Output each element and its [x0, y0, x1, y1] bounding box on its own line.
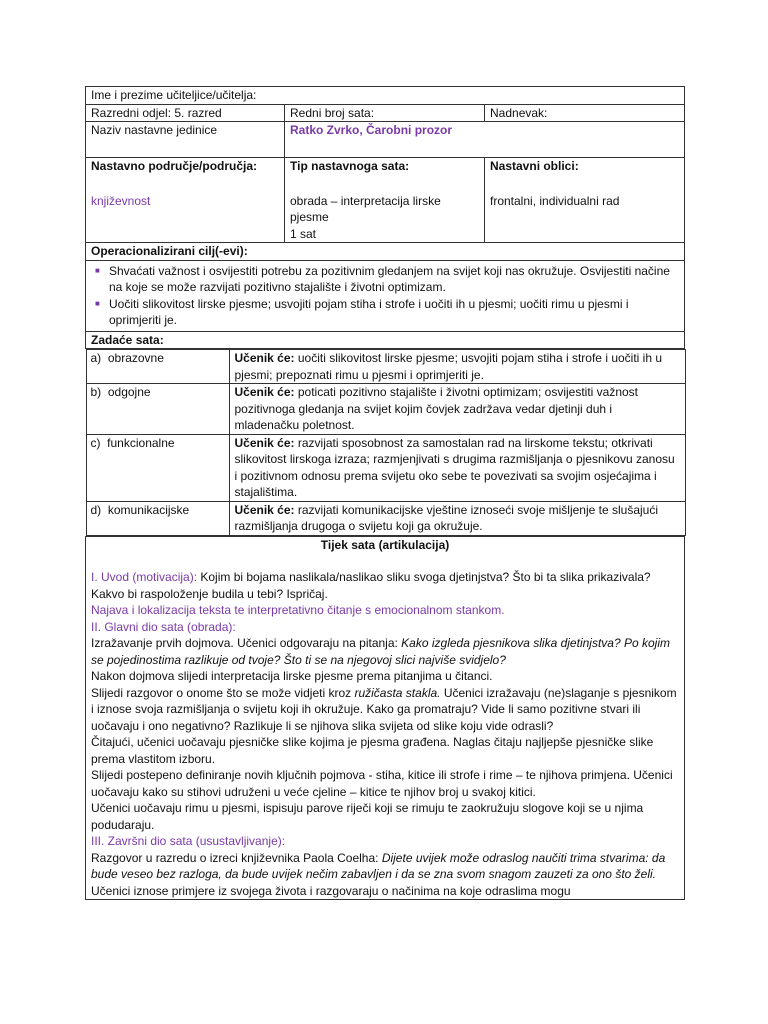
- task-learner-prefix: Učenik će:: [234, 435, 295, 450]
- goal-item: ■ Shvaćati važnost i osvijestiti potrebu za pozitivnim gledanjem na svijet koji nas okružuje. Osvijestiti načine na koje se može razvijati pozitivno stajalište i životni optimizam.: [109, 263, 679, 296]
- grade-label: Razredni odjel: 5. razred: [86, 104, 285, 122]
- final-p1-text: Razgovor u razredu o izreci književnika Paola Coelha:: [91, 850, 382, 865]
- task-text: razvijati sposobnost za samostalan rad na lirskome tekstu; otkrivati slikovitost lirskoga izraza; razmjenjivati s drugima razmišljanja o pjesnikovu zanosu i pozitivnom odnosu prema svijetu oko sebe te povezivati sa svojim osjećajima i stajalištima.: [234, 435, 675, 499]
- task-letter: c): [90, 435, 101, 450]
- main-paragraph-4: Čitajući, učenici uočavaju pjesničke slike kojima je pjesma građena. Naglas čitaju najljepše pjesničke slike prema vlastitom izboru.: [91, 735, 654, 766]
- task-text: razvijati komunikacijske vještine iznoseći svoje mišljenje te slušajući razmišljanja drugoga o svijetu koji ga okružuje.: [234, 502, 659, 533]
- intro-heading: I. Uvod (motivacija):: [91, 570, 198, 584]
- grade-row: [86, 104, 685, 122]
- task-row: [86, 501, 685, 535]
- lesson-plan: [85, 86, 684, 900]
- task-text: uočiti slikovitost lirske pjesme; usvojiti pojam stiha i strofe i uočiti ih u pjesmi; prepoznati rimu u pjesmi i oprimjeriti je.: [234, 351, 663, 382]
- teacher-row: [86, 87, 685, 105]
- unit-label: Naziv nastavne jedinice: [86, 122, 285, 158]
- task-learner-prefix: Učenik će:: [234, 385, 295, 399]
- task-name: komunikacijske: [107, 502, 190, 517]
- main-p3-italic: ružičasta stakla.: [354, 685, 441, 700]
- main-heading: II. Glavni dio sata (obrada):: [91, 619, 236, 634]
- tasks-label: Zadaće sata:: [86, 331, 685, 349]
- task-name-cell: [86, 501, 229, 535]
- type-label: Tip nastavnoga sata:: [290, 159, 410, 173]
- main-paragraph-3: [91, 685, 679, 735]
- lesson-plan-table: [85, 86, 685, 900]
- task-letter: b): [90, 385, 102, 399]
- announce-text: Najava i lokalizacija teksta te interpretativno čitanje s emocionalnom stankom.: [91, 603, 505, 617]
- type-value: obrada – interpretacija lirske pjesme: [290, 193, 441, 224]
- task-name-cell: [86, 350, 229, 384]
- main-p1-text: Izražavanje prvih dojmova. Učenici odgovaraju na pitanja:: [91, 636, 402, 650]
- flow-row: [86, 536, 685, 900]
- area-value: književnost: [91, 193, 151, 208]
- task-text-cell: [229, 384, 685, 435]
- main-p3-text-a: Slijedi razgovor o onome što se može vidjeti kroz: [91, 685, 355, 700]
- unit-value: Ratko Zvrko, Čarobni prozor: [285, 122, 685, 158]
- final-paragraph-1: [91, 850, 679, 883]
- goals-label-row: [86, 243, 685, 261]
- task-row: [86, 434, 685, 501]
- task-letter: d): [90, 502, 102, 517]
- goals-row: [86, 260, 685, 331]
- forms-label: Nastavni oblici:: [490, 159, 579, 173]
- main-p3-text-b: Učenici izražavaju (ne)slaganje s pjesnikom i iznose svoja razmišljanja o svijetu koji ih okružuje. Kako ga promatraju? Vide li samo pozitivne stvari ili uočavaju i ono negativno? Razlikuje li se njihova slika svijeta od slike koju vide odrasli?: [91, 685, 677, 733]
- intro-text: Kojim bi bojama naslikala/naslikao sliku svoga djetinjstva? Što bi ta slika prikazivala? Kakvo bi raspoloženje budila u tebi? Ispričaj.: [91, 570, 651, 601]
- task-row: [86, 384, 685, 435]
- area-label: Nastavno područje/područja:: [91, 159, 258, 173]
- goal-item: ■ Uočiti slikovitost lirske pjesme; usvojiti pojam stiha i strofe i uočiti ih u pjesmi; uočiti rimu u pjesmi i oprimjeriti je.: [109, 296, 679, 329]
- unit-row: [86, 122, 685, 158]
- final-paragraph-2: Učenici iznose primjere iz svojega života i razgovaraju o načinima na koje odraslima mogu: [91, 883, 571, 898]
- tasks-table: [86, 349, 686, 536]
- task-name: odgojne: [107, 385, 151, 399]
- goals-cell: [86, 260, 685, 331]
- task-text-cell: [229, 434, 685, 501]
- tasks-cell: [86, 349, 685, 537]
- final-p1-quote: Dijete uvijek može odraslog naučiti trima stvarima: da bude veseo bez razloga, da bude uvijek nečim zabavljen i da se zna svom snagom zauzeti za ono što želi.: [91, 850, 666, 881]
- goals-list: [91, 261, 679, 331]
- task-letter: a): [90, 351, 102, 365]
- main-paragraph-2: Nakon dojmova slijedi interpretacija lirske pjesme prema pitanjima u čitanci.: [91, 669, 493, 683]
- main-p1-questions: Kako izgleda pjesnikova slika djetinjstva? Po kojim se pojedinostima razlikuje od tvoje? Što ti se na njegovoj slici najviše svidjelo?: [91, 636, 670, 667]
- main-paragraph-5: Slijedi postepeno definiranje novih ključnih pojmova - stiha, kitice ili strofe i rime – te njihova primjena. Učenici uočavaju kako su stihovi udruženi u veće cjeline – kitice te njihov broj u svakoj kitici.: [91, 768, 673, 799]
- teacher-label: Ime i prezime učiteljice/učitelja:: [86, 87, 685, 105]
- flow-title: Tijek sata (artikulacija): [320, 537, 450, 552]
- task-text-cell: [229, 501, 685, 535]
- flow-cell: [86, 536, 685, 900]
- date-label: Nadnevak:: [485, 104, 685, 122]
- area-cell: [86, 158, 285, 243]
- task-name-cell: [86, 434, 229, 501]
- lesson-number-label: Redni broj sata:: [285, 104, 485, 122]
- triad-row: [86, 158, 685, 243]
- type-cell: [285, 158, 485, 243]
- task-learner-prefix: Učenik će:: [234, 502, 295, 517]
- task-row: [86, 350, 685, 384]
- task-name: obrazovne: [107, 351, 164, 365]
- final-heading: III. Završni dio sata (usustavljivanje):: [91, 834, 286, 848]
- task-name: funkcionalne: [107, 435, 175, 450]
- task-learner-prefix: Učenik će:: [234, 351, 295, 365]
- type-duration: 1 sat: [290, 226, 317, 241]
- main-paragraph-6: Učenici uočavaju rimu u pjesmi, ispisuju parove riječi koji se rimuju te zaokružuju slogove koji se u njima podudaraju.: [91, 801, 644, 832]
- forms-cell: [485, 158, 685, 243]
- task-text-cell: [229, 350, 685, 384]
- intro-paragraph: [91, 569, 679, 602]
- tasks-label-row: [86, 331, 685, 349]
- forms-value: frontalni, individualni rad: [490, 193, 620, 208]
- tasks-row: [86, 349, 685, 537]
- task-name-cell: [86, 384, 229, 435]
- task-text: poticati pozitivno stajalište i životni optimizam; osvijestiti važnost pozitivnoga gledanja na svijet kojim čovjek zadržava vedar djetinji duh i mladenačku poletnost.: [234, 385, 639, 432]
- goals-label: Operacionalizirani cilj(-evi):: [86, 243, 685, 261]
- main-paragraph-1: [91, 635, 679, 668]
